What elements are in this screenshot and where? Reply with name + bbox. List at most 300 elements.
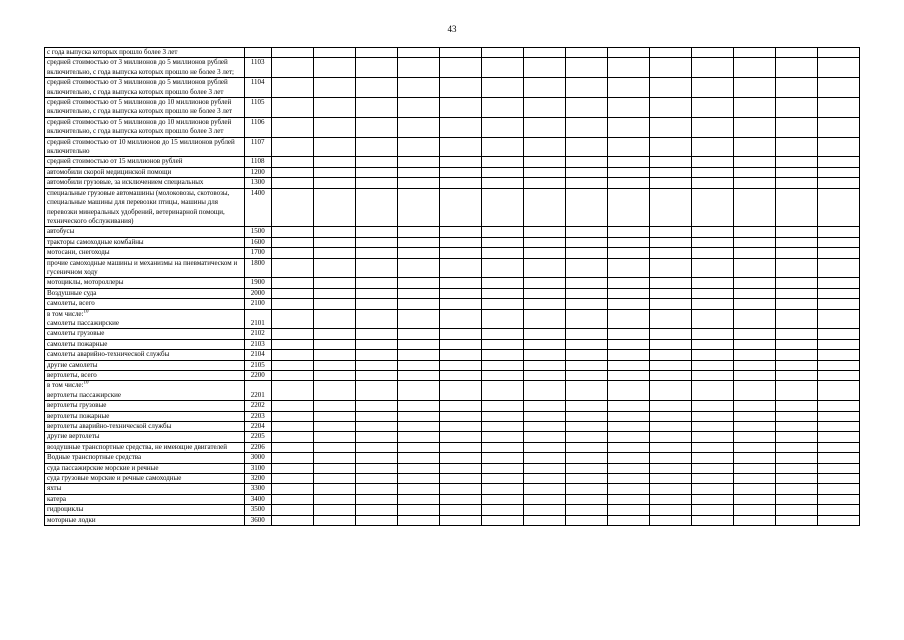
table-row — [45, 237, 860, 247]
data-cell — [481, 157, 523, 167]
data-cell — [481, 422, 523, 432]
data-cell — [271, 299, 313, 309]
page-number: 43 — [447, 24, 457, 34]
data-cell — [733, 48, 775, 58]
table-row — [45, 411, 860, 421]
row-name-cell: вертолеты аварийно-технической службы — [45, 422, 245, 432]
table-row — [45, 371, 860, 381]
data-cell — [649, 474, 691, 484]
row-name: в том числе: — [47, 309, 84, 318]
data-cell — [481, 350, 523, 360]
data-cell — [691, 350, 733, 360]
data-cell — [691, 371, 733, 381]
data-cell — [523, 453, 565, 463]
data-cell — [691, 58, 733, 78]
data-cell — [355, 515, 397, 525]
table-row — [45, 98, 860, 118]
table-row — [45, 227, 860, 237]
data-cell — [649, 178, 691, 188]
data-cell — [775, 299, 817, 309]
data-cell — [775, 248, 817, 258]
data-cell — [649, 360, 691, 370]
data-cell — [439, 360, 481, 370]
data-cell — [607, 178, 649, 188]
data-cell — [607, 401, 649, 411]
data-cell — [817, 278, 859, 288]
data-cell — [439, 463, 481, 473]
data-cell — [607, 48, 649, 58]
data-cell — [649, 137, 691, 157]
data-cell — [733, 178, 775, 188]
data-cell — [397, 157, 439, 167]
row-name: в том числе: — [47, 381, 84, 390]
data-cell — [439, 381, 481, 401]
data-cell — [607, 381, 649, 401]
data-cell — [523, 258, 565, 278]
data-cell — [397, 227, 439, 237]
data-cell — [271, 78, 313, 98]
data-cell — [775, 58, 817, 78]
data-cell — [607, 309, 649, 329]
data-cell — [817, 484, 859, 494]
row-code — [244, 48, 271, 58]
table-row — [45, 484, 860, 494]
row-code: 2102 — [244, 329, 271, 339]
data-cell — [397, 117, 439, 137]
data-cell — [607, 453, 649, 463]
data-cell — [481, 463, 523, 473]
data-cell — [397, 422, 439, 432]
table-row — [45, 453, 860, 463]
data-cell — [691, 98, 733, 118]
table-row — [45, 58, 860, 78]
data-cell — [355, 360, 397, 370]
data-cell — [397, 442, 439, 452]
data-cell — [817, 401, 859, 411]
data-cell — [733, 309, 775, 329]
data-cell — [775, 157, 817, 167]
row-name-cell: прочие самоходные машины и механизмы на пневматическом и гусеничном ходу — [45, 258, 245, 278]
data-cell — [775, 422, 817, 432]
data-cell — [691, 329, 733, 339]
row-code: 2105 — [244, 360, 271, 370]
data-cell — [271, 484, 313, 494]
data-cell — [649, 78, 691, 98]
data-cell — [439, 117, 481, 137]
data-cell — [817, 288, 859, 298]
data-cell — [733, 248, 775, 258]
data-cell — [607, 237, 649, 247]
data-cell — [523, 188, 565, 227]
data-cell — [691, 167, 733, 177]
row-code: 1800 — [244, 258, 271, 278]
data-cell — [313, 453, 355, 463]
data-cell — [271, 278, 313, 288]
row-code: 2205 — [244, 432, 271, 442]
data-cell — [817, 411, 859, 421]
data-cell — [397, 188, 439, 227]
data-cell — [523, 248, 565, 258]
data-cell — [817, 505, 859, 515]
row-code: 2101 — [244, 309, 271, 329]
data-cell — [733, 98, 775, 118]
data-cell — [397, 309, 439, 329]
table-row — [45, 339, 860, 349]
data-cell — [649, 237, 691, 247]
row-code: 1200 — [244, 167, 271, 177]
data-cell — [271, 178, 313, 188]
data-cell — [481, 309, 523, 329]
data-cell — [565, 48, 607, 58]
data-cell — [691, 422, 733, 432]
data-cell — [565, 411, 607, 421]
row-code: 1600 — [244, 237, 271, 247]
data-cell — [817, 258, 859, 278]
data-cell — [649, 411, 691, 421]
data-cell — [733, 515, 775, 525]
data-cell — [355, 188, 397, 227]
data-cell — [355, 494, 397, 504]
data-cell — [439, 484, 481, 494]
data-cell — [565, 167, 607, 177]
data-cell — [313, 117, 355, 137]
data-cell — [481, 188, 523, 227]
data-cell — [313, 371, 355, 381]
data-cell — [523, 278, 565, 288]
data-cell — [355, 422, 397, 432]
data-cell — [481, 227, 523, 237]
data-cell — [691, 157, 733, 167]
row-code: 1700 — [244, 248, 271, 258]
row-code: 2100 — [244, 299, 271, 309]
data-cell — [439, 237, 481, 247]
data-cell — [397, 48, 439, 58]
row-code: 1500 — [244, 227, 271, 237]
data-cell — [607, 371, 649, 381]
data-cell — [481, 48, 523, 58]
data-cell — [271, 442, 313, 452]
data-cell — [565, 98, 607, 118]
data-cell — [691, 411, 733, 421]
data-cell — [439, 474, 481, 484]
data-cell — [355, 157, 397, 167]
data-cell — [523, 371, 565, 381]
data-cell — [649, 339, 691, 349]
data-cell — [817, 178, 859, 188]
data-cell — [649, 248, 691, 258]
data-cell — [775, 360, 817, 370]
data-cell — [607, 258, 649, 278]
data-cell — [271, 117, 313, 137]
data-cell — [691, 178, 733, 188]
data-cell — [565, 371, 607, 381]
data-cell — [733, 484, 775, 494]
data-cell — [271, 350, 313, 360]
data-cell — [733, 442, 775, 452]
data-cell — [817, 188, 859, 227]
data-cell — [775, 453, 817, 463]
table-row — [45, 463, 860, 473]
data-cell — [565, 339, 607, 349]
data-cell — [523, 227, 565, 237]
data-cell — [523, 474, 565, 484]
data-cell — [649, 453, 691, 463]
data-cell — [481, 58, 523, 78]
row-name-cell: специальные грузовые автомашины (молоковозы, скотовозы, специальные машины для перевозки птицы, машины для перевозки минеральных удобрений, ветеринарной помощи, технического обслуживания) — [45, 188, 245, 227]
data-cell — [481, 474, 523, 484]
row-code: 1103 — [244, 58, 271, 78]
data-cell — [481, 432, 523, 442]
data-cell — [355, 278, 397, 288]
data-cell — [817, 381, 859, 401]
data-cell — [691, 381, 733, 401]
data-cell — [481, 360, 523, 370]
data-cell — [481, 117, 523, 137]
data-cell — [313, 288, 355, 298]
data-cell — [313, 401, 355, 411]
data-cell — [523, 288, 565, 298]
data-cell — [817, 78, 859, 98]
data-cell — [397, 474, 439, 484]
table-row — [45, 48, 860, 58]
row-name-cell: средней стоимостью от 5 миллионов до 10 миллионов рублей включительно, с года выпуска которых прошло не более 3 лет — [45, 98, 245, 118]
data-cell — [775, 237, 817, 247]
data-cell — [691, 188, 733, 227]
data-cell — [691, 494, 733, 504]
data-cell — [775, 494, 817, 504]
data-cell — [607, 248, 649, 258]
data-cell — [397, 339, 439, 349]
data-cell — [565, 494, 607, 504]
data-cell — [649, 442, 691, 452]
row-name-cell: мотосани, снегоходы — [45, 248, 245, 258]
data-cell — [271, 422, 313, 432]
data-cell — [271, 258, 313, 278]
row-name-cell — [45, 381, 245, 401]
data-cell — [733, 188, 775, 227]
row-code: 2201 — [244, 381, 271, 401]
data-cell — [691, 278, 733, 288]
row-name-cell: яхты — [45, 484, 245, 494]
data-cell — [439, 248, 481, 258]
data-cell — [817, 157, 859, 167]
data-cell — [439, 227, 481, 237]
data-cell — [397, 350, 439, 360]
row-name-cell: самолеты пожарные — [45, 339, 245, 349]
row-name-cell: средней стоимостью от 5 миллионов до 10 миллионов рублей включительно, с года выпуска которых прошло более 3 лет — [45, 117, 245, 137]
row-code: 2204 — [244, 422, 271, 432]
row-name-cell: тракторы самоходные комбайны — [45, 237, 245, 247]
row-code: 1900 — [244, 278, 271, 288]
data-cell — [481, 299, 523, 309]
data-cell — [313, 248, 355, 258]
data-cell — [313, 411, 355, 421]
data-cell — [271, 167, 313, 177]
data-cell — [607, 360, 649, 370]
data-cell — [691, 515, 733, 525]
data-cell — [439, 422, 481, 432]
row-code: 3500 — [244, 505, 271, 515]
data-cell — [775, 515, 817, 525]
data-cell — [607, 137, 649, 157]
table-row — [45, 167, 860, 177]
data-cell — [565, 178, 607, 188]
data-cell — [565, 453, 607, 463]
data-cell — [733, 350, 775, 360]
report-table — [44, 47, 860, 526]
data-cell — [313, 299, 355, 309]
data-cell — [313, 137, 355, 157]
data-cell — [271, 227, 313, 237]
data-cell — [313, 422, 355, 432]
data-cell — [481, 98, 523, 118]
data-cell — [271, 381, 313, 401]
table-row — [45, 299, 860, 309]
table-row — [45, 248, 860, 258]
row-name-cell: средней стоимостью от 10 миллионов до 15 миллионов рублей включительно — [45, 137, 245, 157]
data-cell — [439, 350, 481, 360]
row-name-cell: Водные транспортные средства — [45, 453, 245, 463]
data-cell — [523, 442, 565, 452]
data-cell — [775, 167, 817, 177]
data-cell — [607, 278, 649, 288]
data-cell — [733, 117, 775, 137]
data-cell — [565, 309, 607, 329]
data-cell — [817, 299, 859, 309]
data-cell — [733, 227, 775, 237]
row-name-cell: вертолеты грузовые — [45, 401, 245, 411]
data-cell — [271, 474, 313, 484]
data-cell — [523, 484, 565, 494]
data-cell — [607, 58, 649, 78]
data-cell — [565, 248, 607, 258]
data-cell — [649, 432, 691, 442]
data-cell — [313, 474, 355, 484]
data-cell — [775, 78, 817, 98]
data-cell — [397, 494, 439, 504]
row-name-cell: средней стоимостью от 3 миллионов до 5 миллионов рублей включительно, с года выпуска которых прошло не более 3 лет; — [45, 58, 245, 78]
data-cell — [649, 463, 691, 473]
data-cell — [397, 371, 439, 381]
data-cell — [439, 167, 481, 177]
data-cell — [355, 78, 397, 98]
row-name-cell: средней стоимостью от 15 миллионов рублей — [45, 157, 245, 167]
data-cell — [355, 299, 397, 309]
data-cell — [397, 288, 439, 298]
data-cell — [817, 350, 859, 360]
data-cell — [313, 515, 355, 525]
data-cell — [271, 157, 313, 167]
row-code: 2200 — [244, 371, 271, 381]
data-cell — [313, 360, 355, 370]
data-cell — [691, 484, 733, 494]
data-cell — [691, 288, 733, 298]
data-cell — [439, 371, 481, 381]
row-code: 3200 — [244, 474, 271, 484]
data-cell — [397, 463, 439, 473]
data-cell — [481, 237, 523, 247]
data-cell — [271, 371, 313, 381]
data-cell — [397, 237, 439, 247]
data-cell — [565, 258, 607, 278]
data-cell — [775, 278, 817, 288]
table-row — [45, 278, 860, 288]
data-cell — [439, 494, 481, 504]
data-cell — [271, 329, 313, 339]
data-cell — [523, 309, 565, 329]
data-cell — [313, 505, 355, 515]
data-cell — [775, 474, 817, 484]
data-cell — [439, 78, 481, 98]
data-cell — [523, 432, 565, 442]
data-cell — [523, 48, 565, 58]
data-cell — [775, 117, 817, 137]
data-cell — [775, 178, 817, 188]
data-cell — [691, 463, 733, 473]
data-cell — [481, 453, 523, 463]
table-row — [45, 401, 860, 411]
footnote-ref: 10 — [83, 309, 89, 315]
data-cell — [775, 48, 817, 58]
data-cell — [355, 309, 397, 329]
data-cell — [355, 237, 397, 247]
data-cell — [775, 258, 817, 278]
data-cell — [649, 288, 691, 298]
data-cell — [397, 167, 439, 177]
data-cell — [607, 515, 649, 525]
data-cell — [565, 442, 607, 452]
data-cell — [733, 505, 775, 515]
data-cell — [397, 484, 439, 494]
table-row — [45, 360, 860, 370]
table-row — [45, 350, 860, 360]
data-cell — [607, 227, 649, 237]
data-cell — [607, 422, 649, 432]
data-cell — [355, 401, 397, 411]
data-cell — [607, 494, 649, 504]
data-cell — [313, 350, 355, 360]
row-name-cell: другие вертолеты — [45, 432, 245, 442]
table-row — [45, 117, 860, 137]
data-cell — [775, 288, 817, 298]
data-cell — [355, 48, 397, 58]
data-cell — [271, 309, 313, 329]
data-cell — [397, 137, 439, 157]
data-cell — [817, 474, 859, 484]
row-name-cell: средней стоимостью от 3 миллионов до 5 миллионов рублей включительно, с года выпуска которых прошло более 3 лет — [45, 78, 245, 98]
data-cell — [691, 78, 733, 98]
data-cell — [691, 339, 733, 349]
data-cell — [649, 167, 691, 177]
data-cell — [523, 360, 565, 370]
data-cell — [817, 360, 859, 370]
data-cell — [439, 432, 481, 442]
data-cell — [439, 278, 481, 288]
data-cell — [649, 278, 691, 288]
data-cell — [565, 237, 607, 247]
data-cell — [691, 401, 733, 411]
data-cell — [649, 299, 691, 309]
data-cell — [523, 494, 565, 504]
data-cell — [397, 98, 439, 118]
data-cell — [481, 278, 523, 288]
data-cell — [439, 98, 481, 118]
data-cell — [355, 329, 397, 339]
data-cell — [439, 329, 481, 339]
row-name-cell — [45, 309, 245, 329]
row-code: 1104 — [244, 78, 271, 98]
data-cell — [733, 494, 775, 504]
